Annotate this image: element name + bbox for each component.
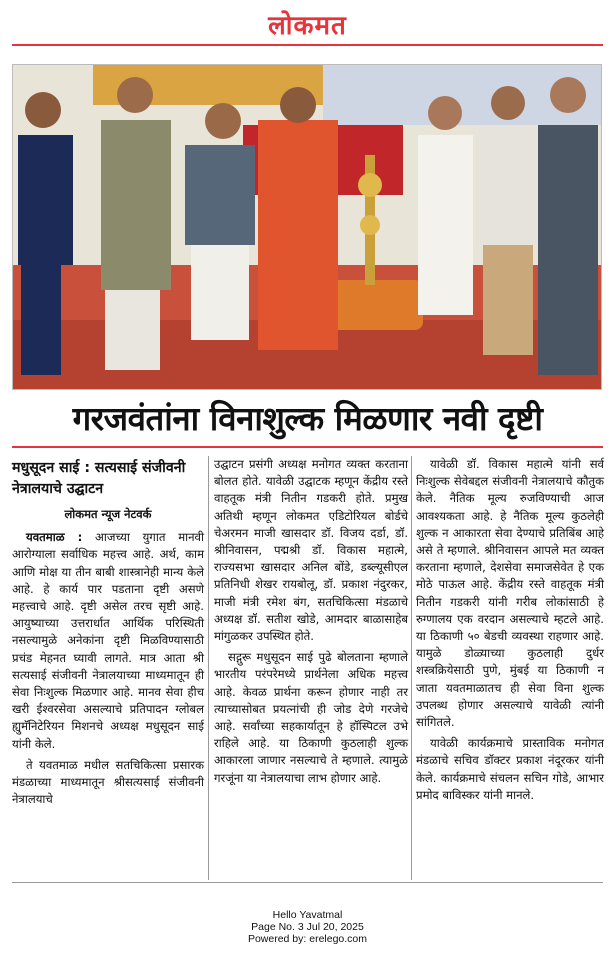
masthead xyxy=(0,0,615,44)
dateline: यवतमाळ : xyxy=(26,530,83,545)
footer-page-date: Page No. 3 Jul 20, 2025 xyxy=(251,921,364,933)
article-column-3 xyxy=(416,456,604,808)
lokmat-logo: लोकमत xyxy=(268,11,347,41)
paragraph: उद्घाटन प्रसंगी अध्यक्ष मनोगत व्यक्त करताना बोलत होते. यावेळी उद्घाटक म्हणून केंद्रीय रस्ते वाहतूक मंत्री नितीन गडकरी होते. प्रमुख अतिथी म्हणून लोकमत एडिटोरियल बोर्डचे चेअरमन माजी खासदार डॉ. विजय दर्डा, डॉ. श्रीनिवासन, पद्मश्री डॉ. विकास महात्मे, राज्यसभा खासदार अनिल बोंडे, डब्ल्यूसीएल प्रतिनिधी शेखर रायबोलू, डॉ. प्रकाश नंदुरकर, माजी मंत्री रमेश बंग, सतचिकित्सा मंडळाचे अध्यक्ष डॉ. सतीश खोडे, आमदार बाळासाहेब मांगुळकर उपस्थित होते. xyxy=(214,457,408,644)
paragraph: सद्गुरू मधुसूदन साई पुढे बोलताना म्हणाले भारतीय परंपरेमध्ये प्रार्थनेला अधिक महत्त्व आहे. केवळ प्रार्थना करून होणार नाही तर त्याच्यासोबत प्रयत्नांची ही जोड देणे गरजेचे आहे. सर्वांच्या सहकार्यातून हे हॉस्पिटल उभे राहिले आहे. या ठिकाणी कुठलाही शुल्क आकारला जाणार नसल्याचे ते म्हणाले. त्यामुळे गरजूंना या नेत्रालयाचा लाभ होणार आहे. xyxy=(214,650,408,785)
article-subhead: मधुसूदन साई : सत्यसाई संजीवनी नेत्रालयाचे उद्घाटन xyxy=(12,460,186,497)
footer-powered-by: Powered by: erelego.com xyxy=(247,933,368,945)
column-divider xyxy=(208,456,209,880)
column-divider xyxy=(411,456,412,880)
paragraph xyxy=(12,529,204,753)
paragraph-text: आजच्या युगात मानवी आरोग्याला सर्वाधिक महत्त्व आहे. अर्थ, काम आणि मोक्ष या तीन बाबी शास्त्रानेही मान्य केले आहे. हे कार्य पार पडताना दृष्टी असणे महत्त्वाचे आहे. दृष्टी असेल तरच सृष्टी आहे. आयुष्याच्या उत्तरार्धात आर्थिक परिस्थिती नसल्यामुळे अनेकांना दृष्टी मिळविण्यासाठी प्रचंड मेहनत घ्यावी लागते. मात्र आता श्री सत्यसाई संजीवनी नेत्रालयाच्या माध्यमातून ही सेवा निःशुल्क मिळणार आहे. मानव सेवा हीच खरी ईश्वरसेवा असल्याचे प्रतिपादन ग्लोबल ह्युमॅनिटेरियन मिशनचे अध्यक्ष मधुसूदन साई यांनी केले. xyxy=(12,530,205,751)
headline-divider xyxy=(12,446,603,448)
paragraph: यावेळी डॉ. विकास महात्मे यांनी सर्व निःशुल्क सेवेबद्दल संजीवनी नेत्रालयाचे कौतुक केले. नैतिक मूल्य रुजविण्याची आज आवश्यकता आहे. हे नैतिक मूल्य कुठलेही शुल्क न आकारता सेवा देण्याचे प्रतिबिंब आहे असे ते म्हणाले. श्रीनिवासन आपले मत व्यक्त करताना म्हणाले, देशसेवा समाजसेवेत हे एक मोठे पाऊल आहे. केंद्रीय रस्ते वाहतूक मंत्री नितीन गडकरी यांनी गरीब लोकांसाठी हे रुग्णालय एक वरदान असल्याचे म्हटले आहे. या ठिकाणी ५० बेडची व्यवस्था राहणार आहे. यामुळे डोळ्याच्या कुठलाही दुर्धर शस्त्रक्रियेसाठी पुणे, मुंबई या ठिकाणी न जाता यवतमाळातच ही सेवा विना शुल्क उपलब्ध होणार असल्याचे यावेळी त्यांनी सांगितले. xyxy=(416,457,604,730)
page-footer xyxy=(0,909,615,945)
footer-edition: Hello Yavatmal xyxy=(272,909,343,921)
paragraph: ते यवतमाळ मधील सतचिकित्सा प्रसारक मंडळाच्या माध्यमातून श्रीसत्यसाई संजीवनी नेत्रालयाचे xyxy=(12,757,204,807)
paragraph: यावेळी कार्यक्रमाचे प्रास्ताविक मनोगत मंडळाचे सचिव डॉक्टर प्रकाश नंदूरकर यांनी केले. कार्यक्रमाचे संचलन सचिन गोडे, आभार प्रमोद बाविस्कर यांनी मानले. xyxy=(416,736,604,802)
article-byline: लोकमत न्यूज नेटवर्क xyxy=(64,507,152,521)
bottom-divider xyxy=(12,882,603,883)
event-photo xyxy=(12,64,602,390)
masthead-divider xyxy=(12,44,603,46)
article-column-1 xyxy=(12,456,204,812)
article-headline: गरजवंतांना विनाशुल्क मिळणार नवी दृष्टी xyxy=(72,399,543,438)
article-column-2 xyxy=(214,456,408,791)
